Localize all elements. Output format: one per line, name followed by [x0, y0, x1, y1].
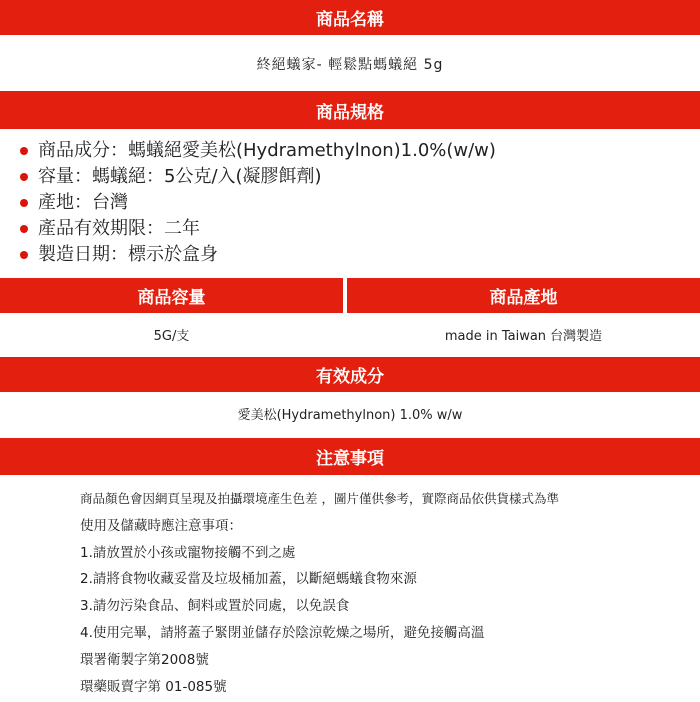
- spec-list: [20, 138, 496, 268]
- bullet-icon: [20, 251, 28, 259]
- note-line: 3.請勿污染食品、飼料或置於同處，以免誤食: [80, 598, 350, 615]
- bullet-icon: [20, 199, 28, 207]
- ingredient-value: 愛美松(Hydramethylnon) 1.0% w/w: [237, 408, 463, 423]
- origin-value: made in Taiwan 台灣製造: [444, 329, 603, 344]
- capacity-header: 商品容量: [0, 278, 343, 313]
- note-line: 2.請將食物收藏妥當及垃圾桶加蓋，以斷絕螞蟻食物來源: [80, 571, 417, 588]
- bullet-icon: [20, 147, 28, 155]
- note-line: 4.使用完畢，請將蓋子緊閉並儲存於陰涼乾燥之場所，避免接觸高溫: [80, 624, 485, 641]
- note-line: 商品顏色會因網頁呈現及拍攝環境產生色差 ，圖片僅供參考，實際商品依供貨樣式為準: [80, 491, 559, 506]
- bullet-icon: [20, 173, 28, 181]
- spec-text: 製造日期：標示於盒身: [38, 244, 218, 265]
- notes-header: 注意事項: [0, 438, 700, 475]
- notes-list: [80, 486, 559, 700]
- spec-item: [20, 164, 496, 190]
- spec-text: 容量：螞蟻絕：5公克/入(凝膠餌劑): [38, 166, 322, 187]
- bullet-icon: [20, 225, 28, 233]
- spec-text: 產品有效期限：二年: [38, 218, 200, 239]
- spec-item: [20, 216, 496, 242]
- ingredient-header: 有效成分: [0, 357, 700, 392]
- spec-item: [20, 190, 496, 216]
- spec-item: [20, 138, 496, 164]
- spec-text: 商品成分：螞蟻絕愛美松(Hydramethylnon)1.0%(w/w): [38, 140, 496, 161]
- note-line: 1.請放置於小孩或寵物接觸不到之處: [80, 544, 296, 561]
- note-line: 環藥販賣字第 01-085號: [80, 678, 227, 695]
- spec-header: 商品規格: [0, 91, 700, 129]
- note-line: 使用及儲藏時應注意事項：: [80, 517, 242, 534]
- note-line: 環署衛製字第2008號: [80, 651, 209, 668]
- spec-text: 產地：台灣: [38, 192, 128, 213]
- origin-header: 商品產地: [347, 278, 700, 313]
- product-name: 終絕蟻家- 輕鬆點螞蟻絕 5g: [256, 57, 444, 73]
- product-name-header: 商品名稱: [0, 0, 700, 35]
- capacity-value: 5G/支: [153, 329, 190, 344]
- spec-item: [20, 242, 496, 268]
